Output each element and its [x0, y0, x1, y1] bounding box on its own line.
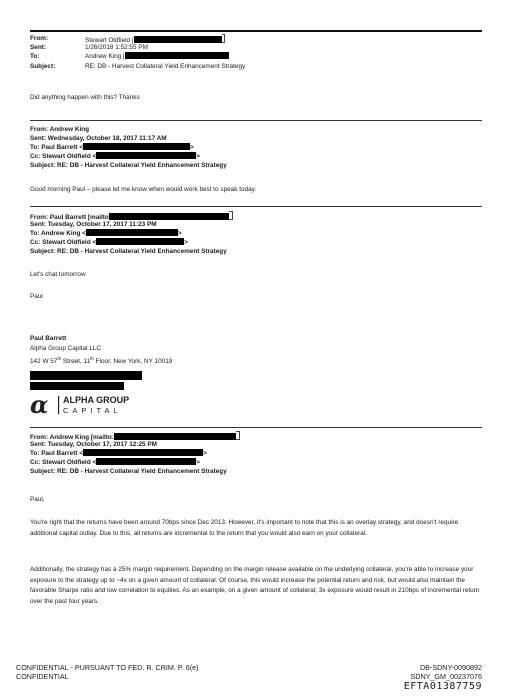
- svg-text:CAPITAL: CAPITAL: [63, 406, 122, 415]
- message-separator: [30, 120, 482, 121]
- header-rule: [30, 30, 482, 32]
- redaction-block: [96, 458, 196, 465]
- redaction-block: [30, 371, 142, 380]
- msg1-to-row: To: Paul Barrett < >: [30, 144, 194, 151]
- redaction-block: [114, 433, 236, 440]
- msg1-sent: Sent: Wednesday, October 18, 2017 11:17 AM: [30, 135, 167, 142]
- msg1-cc-row: Cc: Stewart Oldfield < >: [30, 153, 200, 160]
- body-top-text: Did anything happen with this? Thanks: [30, 94, 140, 101]
- sent-label: Sent:: [30, 44, 46, 51]
- alpha-logo-icon: [30, 394, 180, 416]
- msg3-to-row: To: Paul Barrett < >: [30, 450, 207, 457]
- redaction-block: [96, 152, 196, 159]
- msg3-paragraph-2: Additionally, the strategy has a 25% margin requirement. Depending on the margin release available on the underlying collateral, you're able to increase your exposure to the strategy up to ~4x on a given amount of collateral. Of course, this would increase the potential return and risk, but would also maintain the favorable Sharpe ratio and low correlation to equities. As an example, on a given amount of collateral, 3x exposure would result in 210bps of incremental return over the past four years.: [30, 566, 480, 605]
- msg3-paragraph-1: You're right that the returns have been around 70bps since Dec 2013. However, it's important to note that this is an overlay strategy, and doesn't require additional capital outlay. Due to this, all returns are incremental to the return that you would also earn on your collateral.: [30, 519, 459, 537]
- redaction-block: [86, 229, 178, 236]
- redaction-block: [109, 213, 229, 220]
- msg2-body-line1: Let's chat tomorrow: [30, 271, 86, 278]
- footer-bates-1: DB-SDNY-0090892: [419, 663, 482, 672]
- footer-bates-2: SDNY_GM_00237076: [410, 672, 482, 681]
- to-value: Andrew King [: [85, 53, 125, 60]
- msg3-sent: Sent: Tuesday, October 17, 2017 12:25 PM: [30, 441, 157, 448]
- signature-name: Paul Barrett: [30, 335, 67, 342]
- footer-confidential-line2: CONFIDENTIAL: [16, 672, 69, 681]
- message-separator: [30, 427, 482, 428]
- from-value: Stewart Oldfield [: [85, 37, 134, 44]
- msg3-cc-row: Cc: Stewart Oldfield < >: [30, 459, 200, 466]
- redaction-block: [134, 36, 222, 43]
- msg3-subject: Subject: RE: DB - Harvest Collateral Yield Enhancement Strategy: [30, 468, 227, 475]
- footer-efta-id: EFTA01387759: [403, 681, 482, 692]
- msg2-sent: Sent: Tuesday, October 17, 2017 11:23 PM: [30, 221, 157, 228]
- msg2-cc-row: Cc: Stewart Oldfield < >: [30, 239, 188, 246]
- redaction-block: [125, 52, 229, 59]
- msg3-greeting: Paul,: [30, 496, 45, 503]
- redaction-block: [83, 143, 190, 150]
- redaction-block: [96, 238, 184, 245]
- msg1-subject: Subject: RE: DB - Harvest Collateral Yield Enhancement Strategy: [30, 162, 227, 169]
- msg1-body: Good morning Paul – please let me know when would work best to speak today.: [30, 186, 257, 193]
- msg3-from-row: From: Andrew King [mailto:: [30, 431, 240, 442]
- msg2-subject: Subject: RE: DB - Harvest Collateral Yield Enhancement Strategy: [30, 248, 227, 255]
- redaction-block: [83, 449, 203, 456]
- redaction-block: [30, 382, 124, 390]
- subject-label: Subject:: [30, 63, 56, 70]
- footer-confidential-line1: CONFIDENTIAL - PURSUANT TO FED. R. CRIM. P. 6(e): [16, 663, 199, 672]
- signature-address: 142 W 57th Street, 11th Floor, New York, NY 10019: [30, 356, 173, 366]
- from-label: From:: [30, 35, 49, 42]
- signature-company: Alpha Group Capital LLC: [30, 345, 102, 352]
- svg-text:α: α: [30, 394, 49, 416]
- subject-value: RE: DB - Harvest Collateral Yield Enhancement Strategy: [85, 63, 246, 70]
- to-label: To:: [30, 53, 40, 60]
- svg-text:ALPHA GROUP: ALPHA GROUP: [63, 395, 130, 405]
- alpha-group-logo: [30, 394, 180, 416]
- sent-value: 1/26/2018 1:52:55 PM: [85, 44, 148, 51]
- msg2-to-row: To: Andrew King < >: [30, 230, 182, 237]
- message-separator: [30, 206, 482, 207]
- msg2-body-line2: Paul: [30, 293, 43, 300]
- msg2-from-row: From: Paul Barrett [mailto: [30, 211, 233, 222]
- msg1-from: From: Andrew King: [30, 126, 90, 133]
